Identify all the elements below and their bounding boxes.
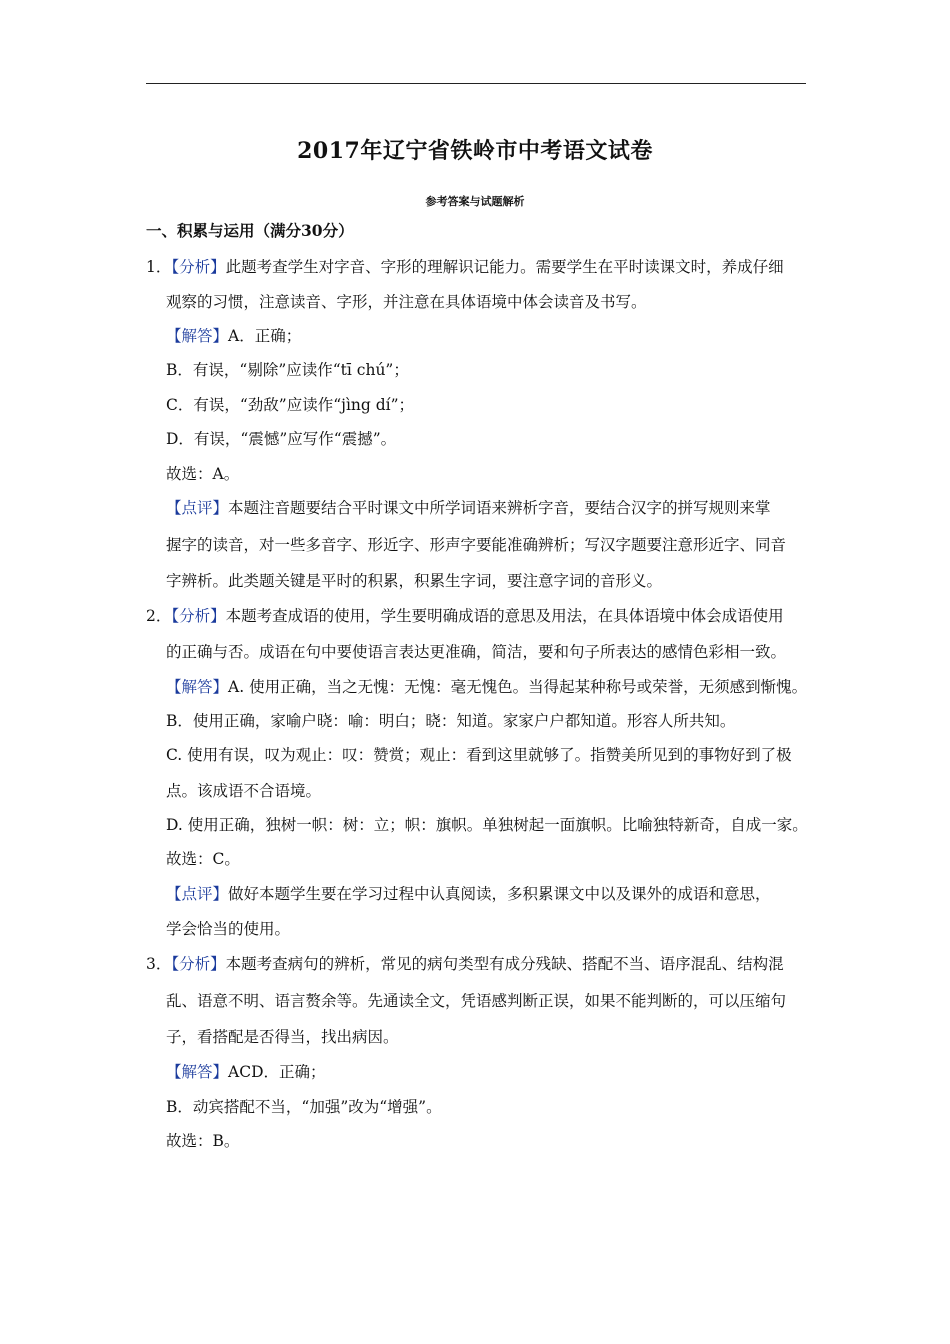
- q2-answer-line-2: B．使用正确，家喻户晓：喻：明白；晓：知道。家家户户都知道。形容人所共知。: [166, 712, 736, 730]
- answer-tag: 【解答】: [166, 327, 229, 345]
- q3-answer-line: 【解答】ACD．正确；: [166, 1063, 326, 1081]
- analysis-tag: 【分析】: [171, 955, 226, 973]
- q1-answer-line-3: C．有误，“劲敌”应读作“jìng dí”；: [166, 396, 415, 414]
- q2-number: 2．: [146, 607, 172, 625]
- q2-answer-line-5: D. 使用正确，独树一帜：树：立；帜：旗帜。单独树起一面旗帜。比喻独特新奇，自成一家。: [166, 816, 808, 834]
- page-title: 2017年辽宁省铁岭市中考语文试卷: [297, 138, 653, 164]
- q3-analysis-line-3: 子，看搭配是否得当，找出病因。: [166, 1028, 399, 1046]
- q2-comment-line-2: 学会恰当的使用。: [166, 920, 291, 938]
- q1-answer-line-2: B．有误，“剔除”应读作“tī chú”；: [166, 361, 409, 379]
- q3-analysis-line: 3．【分析】本题考查病句的辨析，常见的病句类型有成分残缺、搭配不当、语序混乱、结构混: [146, 955, 784, 973]
- q3-number: 3．: [146, 955, 172, 973]
- q2-answer-line: 【解答】A. 使用正确，当之无愧：无愧：毫无愧色。当得起某种称号或荣誉，无须感到惭愧。: [166, 678, 808, 696]
- analysis-tag: 【分析】: [171, 607, 226, 625]
- q3-analysis-line-2: 乱、语意不明、语言赘余等。先通读全文，凭语感判断正误，如果不能判断的，可以压缩句: [166, 992, 787, 1010]
- q2-answer-line-4: 点。该成语不合语境。: [166, 782, 322, 800]
- q1-answer-line-4: D．有误，“震憾”应写作“震撼”。: [166, 430, 397, 448]
- answer-tag: 【解答】: [166, 1063, 229, 1081]
- q1-number: 1．: [146, 258, 172, 276]
- q1-analysis-line: 1．【分析】此题考查学生对字音、字形的理解识记能力。需要学生在平时读课文时，养成仔细: [146, 258, 784, 276]
- analysis-tag: 【分析】: [171, 258, 226, 276]
- section-heading: 一、积累与运用（满分30分）: [146, 221, 354, 240]
- q2-answer-line-6: 故选：C。: [166, 850, 240, 868]
- page-subtitle: 参考答案与试题解析: [425, 195, 525, 208]
- q3-answer-line-3: 故选：B。: [166, 1132, 240, 1150]
- q2-analysis-line-2: 的正确与否。成语在句中要使语言表达更准确，简洁，要和句子所表达的感情色彩相一致。: [166, 643, 787, 661]
- q1-comment-line-3: 字辨析。此类题关键是平时的积累，积累生字词，要注意字词的音形义。: [166, 572, 663, 590]
- q1-comment-line-2: 握字的读音，对一些多音字、形近字、形声字要能准确辨析；写汉字题要注意形近字、同音: [166, 536, 787, 554]
- q1-comment-line: 【点评】本题注音题要结合平时课文中所学词语来辨析字音，要结合汉字的拼写规则来掌: [166, 499, 771, 517]
- comment-tag: 【点评】: [166, 499, 229, 517]
- q3-answer-line-2: B．动宾搭配不当，“加强”改为“增强”。: [166, 1098, 442, 1116]
- answer-tag: 【解答】: [166, 678, 229, 696]
- q2-answer-line-3: C. 使用有误，叹为观止：叹：赞赏；观止：看到这里就够了。指赞美所见到的事物好到了极: [166, 746, 792, 764]
- comment-tag: 【点评】: [166, 885, 229, 903]
- q2-analysis-line: 2．【分析】本题考查成语的使用，学生要明确成语的意思及用法，在具体语境中体会成语使用: [146, 607, 784, 625]
- q1-answer-line-5: 故选：A。: [166, 465, 240, 483]
- q1-analysis-line-2: 观察的习惯，注意读音、字形，并注意在具体语境中体会读音及书写。: [166, 293, 647, 311]
- header-rule: [146, 83, 806, 84]
- q2-comment-line: 【点评】做好本题学生要在学习过程中认真阅读，多积累课文中以及课外的成语和意思，: [166, 885, 771, 903]
- q1-answer-line: 【解答】A．正确；: [166, 327, 302, 345]
